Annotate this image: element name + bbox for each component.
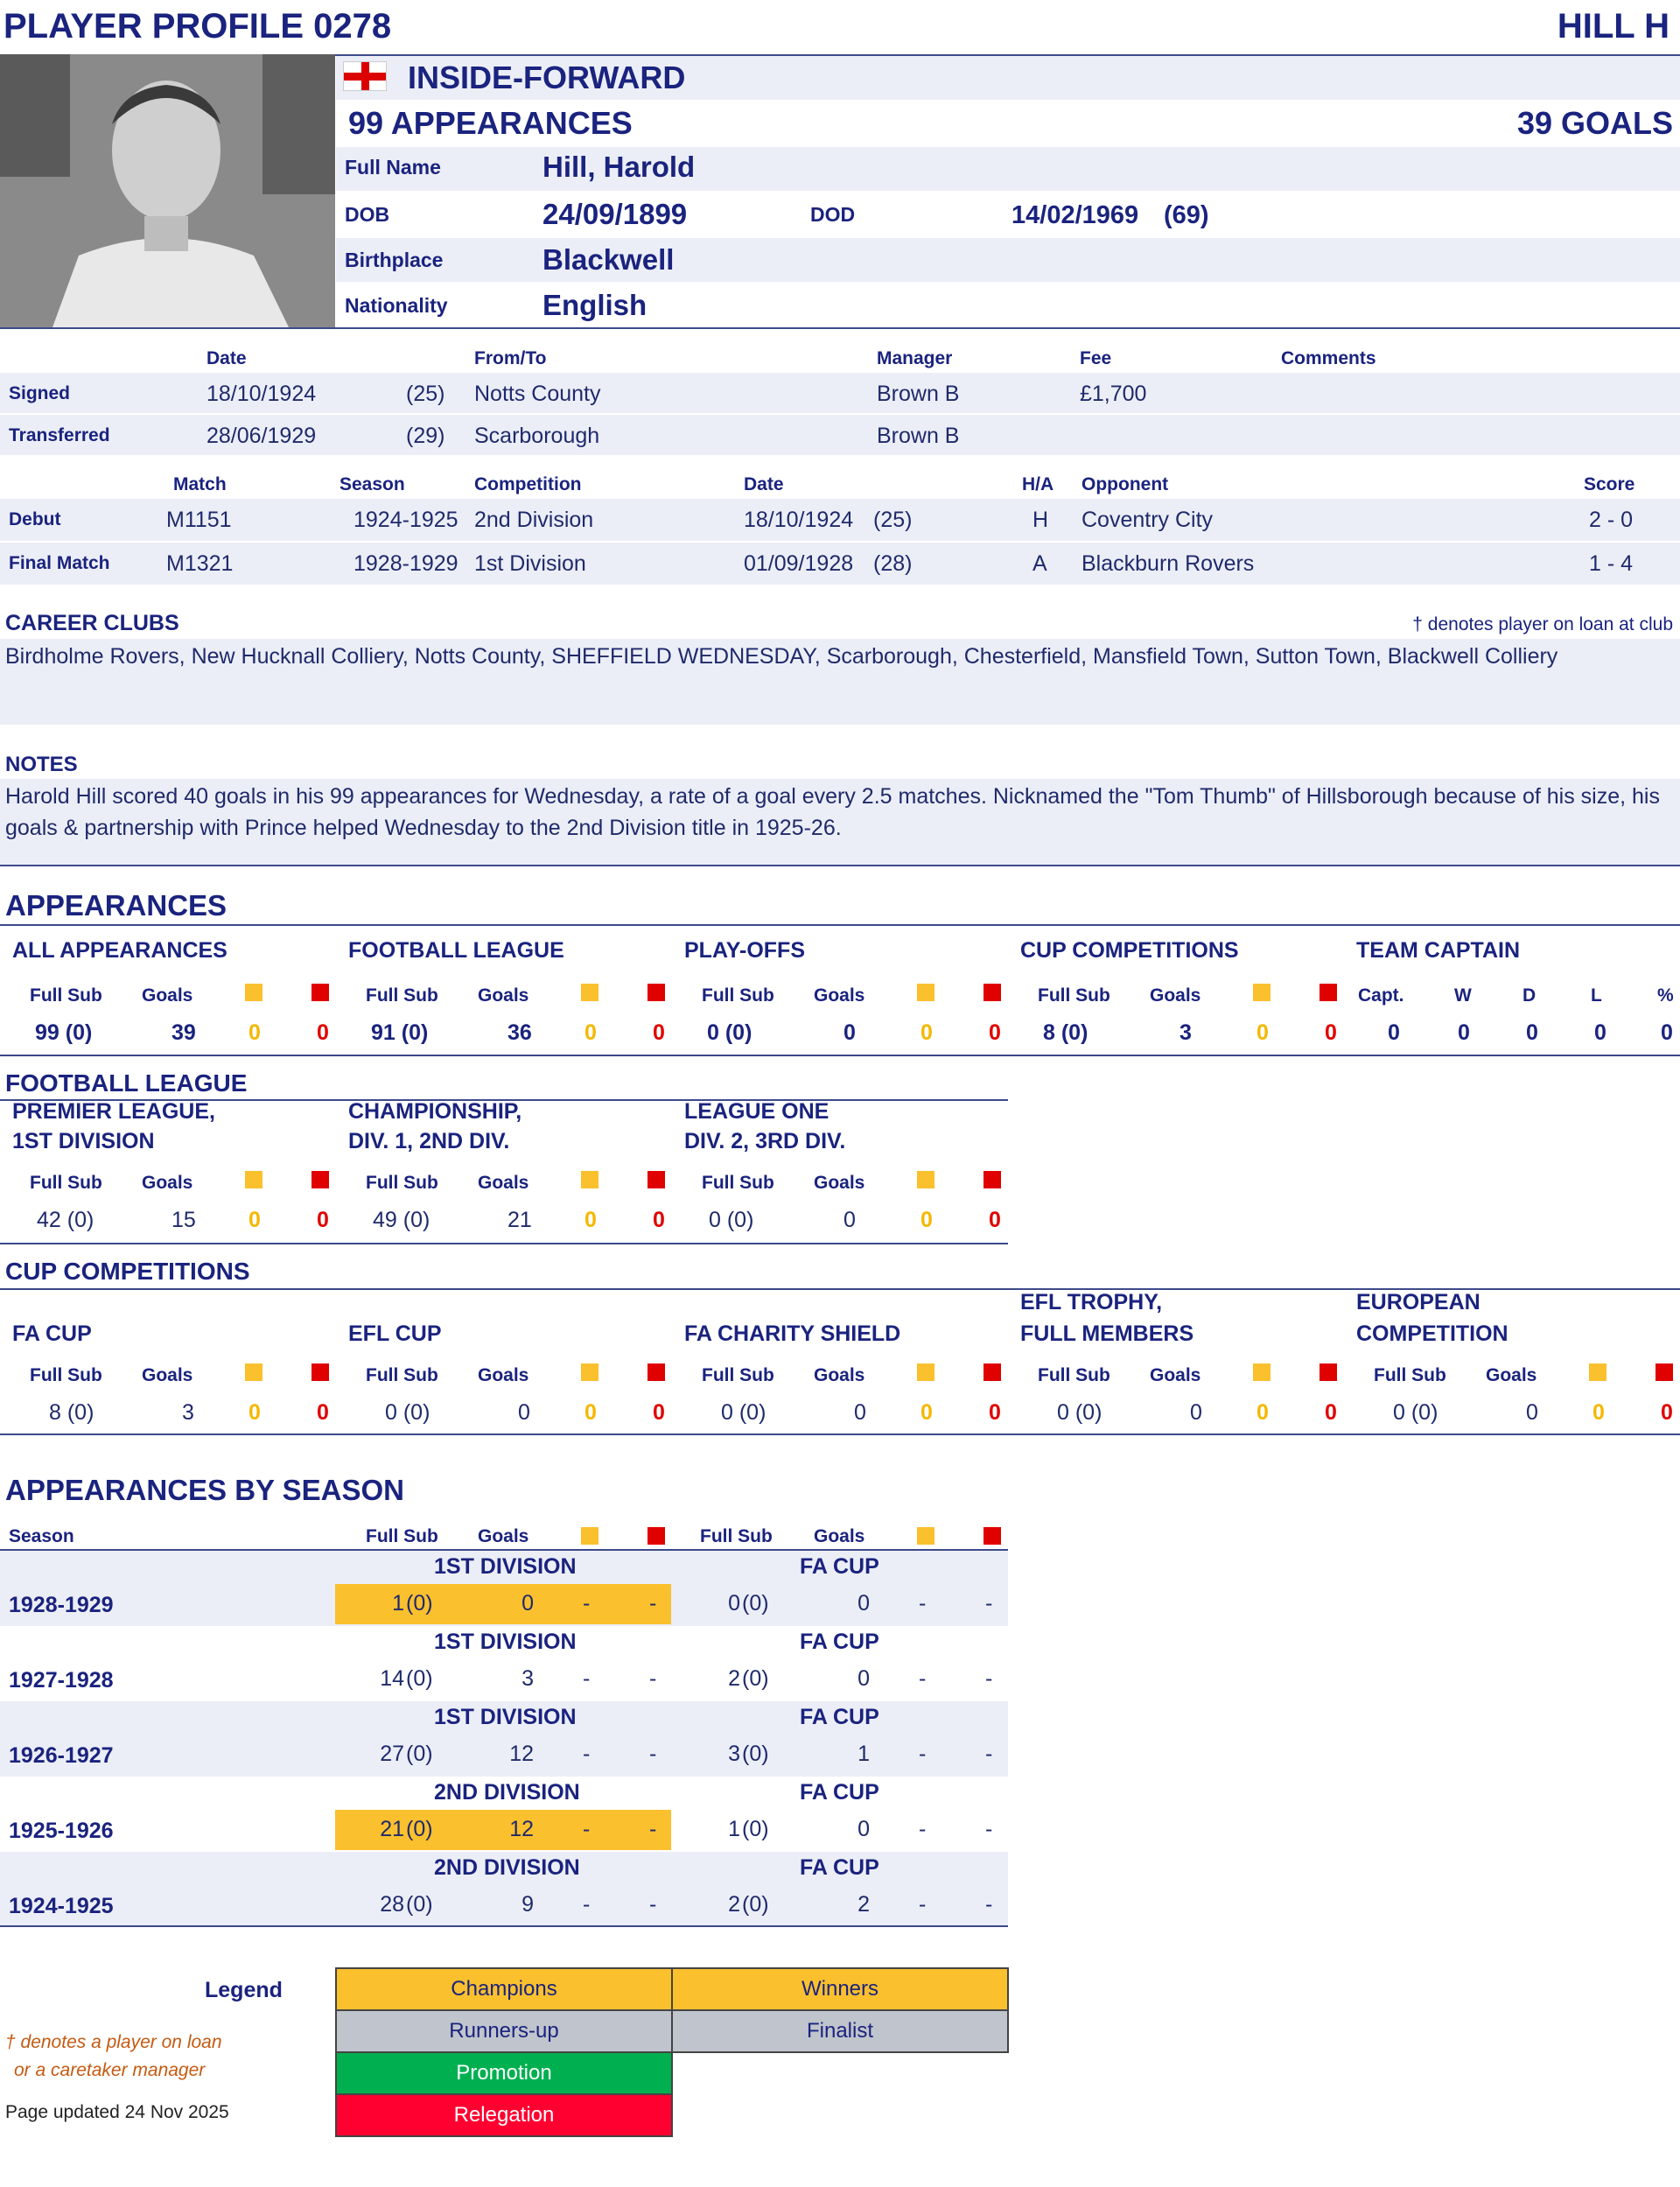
col-date: Date	[206, 348, 247, 368]
red-card-icon	[984, 1363, 1001, 1381]
season-cup-red: -	[985, 1666, 993, 1691]
full-sub-header: Full Sub	[30, 985, 102, 1006]
cup-block-title-2: FA CUP	[12, 1321, 92, 1346]
season-league-sub: (0)	[406, 1817, 433, 1841]
season-cup-name: FA CUP	[800, 1780, 879, 1805]
block-divider	[670, 926, 672, 1054]
final-match-age: (28)	[873, 551, 913, 576]
season-cup-apps: 1	[728, 1817, 740, 1841]
captain-value: 0	[1458, 1020, 1470, 1045]
full-sub-header: Full Sub	[1038, 985, 1110, 1006]
captain-value: 0	[1661, 1020, 1673, 1045]
full-name-value: Hill, Harold	[542, 151, 696, 183]
season-cup-yellow: -	[919, 1892, 927, 1917]
season-league-yellow: -	[583, 1666, 591, 1691]
player-short-name: HILL H	[1557, 7, 1670, 46]
season-league-name: 2ND DIVISION	[434, 1855, 580, 1880]
england-flag-icon	[343, 61, 387, 91]
block-divider	[1006, 926, 1008, 1054]
season-league-name: 1ST DIVISION	[434, 1705, 577, 1729]
col-match: Match	[173, 474, 227, 494]
red-card-icon	[1320, 984, 1337, 1001]
final-match-ha: A	[1032, 551, 1047, 576]
league-block-title-1: LEAGUE ONE	[684, 1099, 830, 1124]
cup-apps: 0 (0)	[1057, 1400, 1102, 1425]
dob-label: DOB	[345, 203, 390, 226]
debut-age: (25)	[873, 508, 913, 532]
goals-header: Goals	[478, 1173, 529, 1193]
season-league-name: 1ST DIVISION	[434, 1630, 577, 1654]
season-cup-name: FA CUP	[800, 1855, 879, 1880]
cup-goals: 0	[1190, 1400, 1202, 1425]
signed-club: Notts County	[474, 382, 601, 406]
football-league-title: FOOTBALL LEAGUE	[5, 1069, 248, 1097]
goals-header: Goals	[142, 1365, 193, 1385]
season-cup-name: FA CUP	[800, 1630, 879, 1654]
league-apps: 0 (0)	[709, 1208, 754, 1232]
yellow-card-count: 0	[248, 1020, 261, 1045]
league-block-title-1: CHAMPIONSHIP,	[348, 1099, 522, 1124]
season-league-sub: (0)	[406, 1892, 433, 1917]
season-cup-yellow: -	[919, 1817, 927, 1841]
season-league-red: -	[649, 1817, 657, 1841]
captain-header: %	[1657, 985, 1674, 1006]
birthplace-label: Birthplace	[345, 249, 444, 271]
signed-age: (25)	[406, 382, 445, 406]
final-match-competition: 1st Division	[474, 551, 586, 576]
season-league-red: -	[649, 1892, 657, 1917]
season-league-red: -	[649, 1666, 657, 1691]
appearance-block-title: PLAY-OFFS	[684, 938, 805, 963]
legend-champions: Champions	[335, 1967, 673, 2011]
goals-header: Goals	[814, 1173, 865, 1193]
season-league-sub: (0)	[406, 1591, 433, 1616]
season-league-goals: 9	[522, 1892, 534, 1917]
transferred-club: Scarborough	[474, 424, 600, 448]
captain-value: 0	[1388, 1020, 1400, 1045]
goals-header: Goals	[478, 985, 529, 1006]
signed-fee: £1,700	[1080, 382, 1147, 406]
goals-header: Goals	[814, 985, 865, 1006]
signed-date: 18/10/1924	[206, 382, 317, 406]
season-league-red: -	[649, 1591, 657, 1616]
yellow-card-icon	[245, 1363, 262, 1381]
season-league-name: 1ST DIVISION	[434, 1554, 577, 1579]
red-card-count: 0	[989, 1400, 1001, 1425]
season-cup-name: FA CUP	[800, 1554, 879, 1579]
season-cup-red: -	[985, 1742, 993, 1766]
notes-line-1: Harold Hill scored 40 goals in his 99 appearances for Wednesday, a rate of a goal every 2.5 matches. Nicknamed the "Tom Thumb" of Hillsborough because of his size, his	[5, 784, 1660, 809]
team-captain-title: TEAM CAPTAIN	[1356, 938, 1521, 963]
yellow-card-count: 0	[1592, 1400, 1605, 1425]
yellow-card-count: 0	[1256, 1020, 1269, 1045]
notes-title: NOTES	[5, 753, 78, 776]
season-league-apps: 28	[380, 1892, 404, 1917]
league-apps: 42 (0)	[37, 1208, 94, 1232]
yellow-card-icon	[581, 1363, 598, 1381]
league-block-title-1: PREMIER LEAGUE,	[12, 1099, 215, 1124]
col-fee: Fee	[1080, 348, 1112, 368]
season-league-yellow: -	[583, 1892, 591, 1917]
season-league-apps: 14	[380, 1666, 404, 1691]
league-block-title-2: DIV. 2, 3RD DIV.	[684, 1129, 846, 1153]
yellow-card-icon	[917, 1363, 934, 1381]
player-photo	[0, 54, 335, 327]
cup-block-title-1: EFL TROPHY,	[1020, 1290, 1163, 1314]
yellow-card-count: 0	[248, 1208, 261, 1232]
transferred-manager: Brown B	[877, 424, 960, 448]
appearance-block-title: ALL APPEARANCES	[12, 938, 228, 963]
season-league-sub: (0)	[406, 1666, 433, 1691]
red-card-icon	[648, 1363, 665, 1381]
season-label: 1928-1929	[9, 1593, 114, 1617]
appearances-title: APPEARANCES	[5, 889, 228, 922]
season-label: 1926-1927	[9, 1743, 114, 1768]
signed-manager: Brown B	[877, 382, 960, 406]
cup-goals: 0	[854, 1400, 866, 1425]
red-card-count: 0	[317, 1400, 329, 1425]
season-cup-fullsub-header: Full Sub	[700, 1526, 773, 1546]
cup-competitions-title: CUP COMPETITIONS	[5, 1258, 250, 1285]
red-card-icon	[312, 984, 329, 1001]
debut-season: 1924-1925	[354, 508, 458, 532]
yellow-card-count: 0	[920, 1208, 933, 1232]
red-card-count: 0	[1325, 1400, 1337, 1425]
col-opponent: Opponent	[1082, 474, 1169, 494]
captain-value: 0	[1526, 1020, 1538, 1045]
legend-promotion: Promotion	[335, 2051, 673, 2095]
red-card-icon	[1320, 1363, 1337, 1381]
legend-finalist: Finalist	[671, 2009, 1009, 2053]
player-position: INSIDE-FORWARD	[408, 60, 686, 95]
full-name-label: Full Name	[345, 156, 441, 179]
season-col-label: Season	[9, 1526, 74, 1546]
league-block-title-2: DIV. 1, 2ND DIV.	[348, 1129, 510, 1153]
col-comments: Comments	[1281, 348, 1376, 368]
captain-header: L	[1591, 985, 1602, 1006]
captain-header: Capt.	[1358, 985, 1404, 1006]
yellow-card-count: 0	[920, 1020, 933, 1045]
red-card-icon	[984, 984, 1001, 1001]
col-match-date: Date	[744, 474, 784, 494]
season-cup-goals: 1	[858, 1742, 870, 1766]
season-league-apps: 21	[380, 1817, 404, 1841]
nationality-value: English	[542, 289, 648, 321]
season-label: 1925-1926	[9, 1819, 114, 1843]
season-league-yellow: -	[583, 1742, 591, 1766]
cup-apps: 0 (0)	[385, 1400, 430, 1425]
season-cup-sub: (0)	[742, 1666, 769, 1691]
notes-line-2: goals & partnership with Prince helped Wednesday to the 2nd Division title in 1925-26.	[5, 816, 842, 840]
league-block-title-2: 1ST DIVISION	[12, 1129, 155, 1153]
goals-header: Goals	[142, 985, 193, 1006]
transferred-age: (29)	[406, 424, 445, 448]
season-cup-apps: 2	[728, 1892, 740, 1917]
col-score: Score	[1584, 474, 1635, 494]
league-goals: 21	[508, 1208, 532, 1232]
appearance-goals: 36	[508, 1020, 532, 1045]
full-sub-header: Full Sub	[702, 985, 774, 1006]
debut-score: 2 - 0	[1589, 508, 1634, 532]
season-league-apps: 27	[380, 1742, 404, 1766]
season-cup-red: -	[985, 1591, 993, 1616]
full-sub-header: Full Sub	[30, 1365, 102, 1385]
col-season: Season	[340, 474, 405, 494]
legend-runners-up: Runners-up	[335, 2009, 673, 2053]
full-sub-header: Full Sub	[366, 985, 438, 1006]
league-apps: 49 (0)	[373, 1208, 430, 1232]
yellow-card-count: 0	[248, 1400, 261, 1425]
season-league-goals: 0	[522, 1591, 534, 1616]
captain-value: 0	[1594, 1020, 1606, 1045]
goals-header: Goals	[1486, 1365, 1537, 1385]
yellow-card-count: 0	[584, 1020, 597, 1045]
red-card-count: 0	[989, 1020, 1001, 1045]
col-competition: Competition	[474, 474, 582, 494]
season-highlight	[335, 1584, 671, 1624]
season-cup-goals: 2	[858, 1892, 870, 1917]
season-league-yellow: -	[583, 1817, 591, 1841]
yellow-card-icon	[917, 984, 934, 1001]
legend-loan-note-2: or a caretaker manager	[14, 2060, 206, 2080]
red-card-icon	[648, 984, 665, 1001]
season-cup-apps: 3	[728, 1742, 740, 1766]
goals-header: Goals	[478, 1365, 529, 1385]
season-league-goals: 3	[522, 1666, 534, 1691]
red-card-count: 0	[317, 1208, 329, 1232]
red-card-icon	[312, 1363, 329, 1381]
cup-apps: 8 (0)	[49, 1400, 94, 1425]
legend-relegation: Relegation	[335, 2093, 673, 2137]
debut-label: Debut	[9, 509, 61, 529]
red-card-count: 0	[653, 1400, 665, 1425]
season-league-apps: 1	[392, 1591, 404, 1616]
cup-block-title-2: EFL CUP	[348, 1321, 442, 1346]
season-cup-yellow: -	[919, 1742, 927, 1766]
season-label: 1924-1925	[9, 1894, 114, 1918]
appearance-apps: 8 (0)	[1043, 1020, 1088, 1045]
season-cup-sub: (0)	[742, 1742, 769, 1766]
season-league-goals: 12	[509, 1742, 534, 1766]
season-league-goals: 12	[509, 1817, 534, 1841]
full-sub-header: Full Sub	[366, 1173, 438, 1193]
by-season-title: APPEARANCES BY SEASON	[5, 1474, 404, 1506]
yellow-card-icon	[917, 1171, 934, 1188]
yellow-card-count: 0	[920, 1400, 933, 1425]
final-match-season: 1928-1929	[354, 551, 458, 576]
final-match-label: Final Match	[9, 553, 110, 573]
cup-goals: 3	[182, 1400, 194, 1425]
final-match-score: 1 - 4	[1589, 551, 1634, 576]
career-clubs-list: Birdholme Rovers, New Hucknall Colliery, Notts County, SHEFFIELD WEDNESDAY, Scarborough, Chesterfield, Mansfield Town, Sutton Town, Blackwell Colliery	[5, 644, 1558, 669]
final-match-date: 01/09/1928	[744, 551, 854, 576]
legend-title: Legend	[205, 1978, 283, 2002]
season-cup-red: -	[985, 1817, 993, 1841]
block-divider	[334, 926, 336, 1054]
season-cup-goals: 0	[858, 1817, 870, 1841]
debut-competition: 2nd Division	[474, 508, 594, 532]
debut-opponent: Coventry City	[1082, 508, 1214, 532]
cup-apps: 0 (0)	[721, 1400, 766, 1425]
legend-winners: Winners	[671, 1967, 1009, 2011]
red-card-icon	[648, 1527, 665, 1545]
cup-goals: 0	[1526, 1400, 1538, 1425]
goals-header: Goals	[142, 1173, 193, 1193]
yellow-card-icon	[245, 984, 262, 1001]
col-ha: H/A	[1022, 474, 1054, 494]
dob-value: 24/09/1899	[542, 198, 688, 230]
red-card-count: 0	[653, 1208, 665, 1232]
appearance-block-title: FOOTBALL LEAGUE	[348, 938, 564, 963]
appearance-goals: 3	[1180, 1020, 1192, 1045]
goals-total: 39 GOALS	[1516, 105, 1673, 141]
appearances-total: 99 APPEARANCES	[348, 105, 633, 141]
appearance-apps: 99 (0)	[35, 1020, 93, 1045]
season-cup-red: -	[985, 1892, 993, 1917]
full-sub-header: Full Sub	[1374, 1365, 1446, 1385]
season-cup-goals: 0	[858, 1591, 870, 1616]
yellow-card-icon	[581, 984, 598, 1001]
season-cup-sub: (0)	[742, 1591, 769, 1616]
legend-loan-note-1: † denotes a player on loan	[5, 2032, 222, 2052]
season-cup-goals: 0	[858, 1666, 870, 1691]
captain-header: W	[1454, 985, 1472, 1006]
season-league-sub: (0)	[406, 1742, 433, 1766]
season-cup-sub: (0)	[742, 1817, 769, 1841]
yellow-card-icon	[1253, 984, 1270, 1001]
season-cup-apps: 0	[728, 1591, 740, 1616]
red-card-icon	[984, 1527, 1001, 1545]
nationality-label: Nationality	[345, 294, 448, 317]
red-card-count: 0	[653, 1020, 665, 1045]
yellow-card-icon	[1589, 1363, 1606, 1381]
col-from-to: From/To	[474, 348, 547, 368]
yellow-card-icon	[1253, 1363, 1270, 1381]
debut-ha: H	[1032, 508, 1049, 532]
red-card-icon	[648, 1171, 665, 1188]
captain-header: D	[1522, 985, 1536, 1006]
yellow-card-count: 0	[584, 1208, 597, 1232]
season-league-fullsub-header: Full Sub	[366, 1526, 438, 1546]
debut-date: 18/10/1924	[744, 508, 854, 532]
full-sub-header: Full Sub	[702, 1365, 774, 1385]
red-card-count: 0	[1661, 1400, 1673, 1425]
yellow-card-icon	[245, 1171, 262, 1188]
debut-match: M1151	[166, 508, 232, 532]
goals-header: Goals	[1150, 985, 1201, 1006]
yellow-card-icon	[581, 1527, 598, 1545]
season-cup-name: FA CUP	[800, 1705, 879, 1729]
season-league-name: 2ND DIVISION	[434, 1780, 580, 1805]
full-sub-header: Full Sub	[702, 1173, 774, 1193]
season-league-yellow: -	[583, 1591, 591, 1616]
full-sub-header: Full Sub	[30, 1173, 102, 1193]
season-cup-yellow: -	[919, 1591, 927, 1616]
red-card-icon	[984, 1171, 1001, 1188]
yellow-card-icon	[581, 1171, 598, 1188]
season-cup-yellow: -	[919, 1666, 927, 1691]
season-cup-goals-header: Goals	[814, 1526, 865, 1546]
red-card-icon	[1656, 1363, 1673, 1381]
full-sub-header: Full Sub	[366, 1365, 438, 1385]
full-sub-header: Full Sub	[1038, 1365, 1110, 1385]
dod-label: DOD	[810, 203, 856, 226]
final-match-opponent: Blackburn Rovers	[1082, 551, 1255, 576]
season-league-goals-header: Goals	[478, 1526, 529, 1546]
cup-block-title-2: FA CHARITY SHIELD	[684, 1321, 901, 1346]
loan-note: † denotes player on loan at club	[1412, 614, 1673, 634]
signed-label: Signed	[9, 383, 71, 403]
cup-apps: 0 (0)	[1393, 1400, 1438, 1425]
career-clubs-title: CAREER CLUBS	[5, 611, 179, 635]
cup-block-title-2: COMPETITION	[1356, 1321, 1508, 1346]
appearance-apps: 0 (0)	[707, 1020, 752, 1045]
red-card-count: 0	[1325, 1020, 1337, 1045]
league-goals: 15	[172, 1208, 196, 1232]
cup-block-title-1: EUROPEAN	[1356, 1290, 1480, 1314]
season-label: 1927-1928	[9, 1668, 114, 1693]
red-card-icon	[312, 1171, 329, 1188]
goals-header: Goals	[1150, 1365, 1201, 1385]
cup-block-title-2: FULL MEMBERS	[1020, 1321, 1194, 1346]
cup-goals: 0	[518, 1400, 530, 1425]
yellow-card-count: 0	[584, 1400, 597, 1425]
dod-value: 14/02/1969	[1012, 201, 1139, 229]
season-league-red: -	[649, 1742, 657, 1766]
appearance-apps: 91 (0)	[371, 1020, 429, 1045]
yellow-card-icon	[917, 1527, 934, 1545]
season-cup-apps: 2	[728, 1666, 740, 1691]
red-card-count: 0	[989, 1208, 1001, 1232]
season-cup-sub: (0)	[742, 1892, 769, 1917]
goals-header: Goals	[814, 1365, 865, 1385]
appearance-goals: 0	[844, 1020, 856, 1045]
col-manager: Manager	[877, 348, 953, 368]
page-updated: Page updated 24 Nov 2025	[5, 2102, 229, 2122]
transferred-label: Transferred	[9, 425, 110, 445]
red-card-count: 0	[317, 1020, 329, 1045]
page-title: PLAYER PROFILE 0278	[4, 7, 392, 46]
yellow-card-count: 0	[1256, 1400, 1269, 1425]
league-goals: 0	[844, 1208, 856, 1232]
appearance-block-title: CUP COMPETITIONS	[1020, 938, 1239, 963]
dod-age: (69)	[1164, 201, 1209, 229]
birthplace-value: Blackwell	[542, 243, 675, 276]
final-match-id: M1321	[166, 551, 234, 576]
transferred-date: 28/06/1929	[206, 424, 317, 448]
appearance-goals: 39	[172, 1020, 196, 1045]
